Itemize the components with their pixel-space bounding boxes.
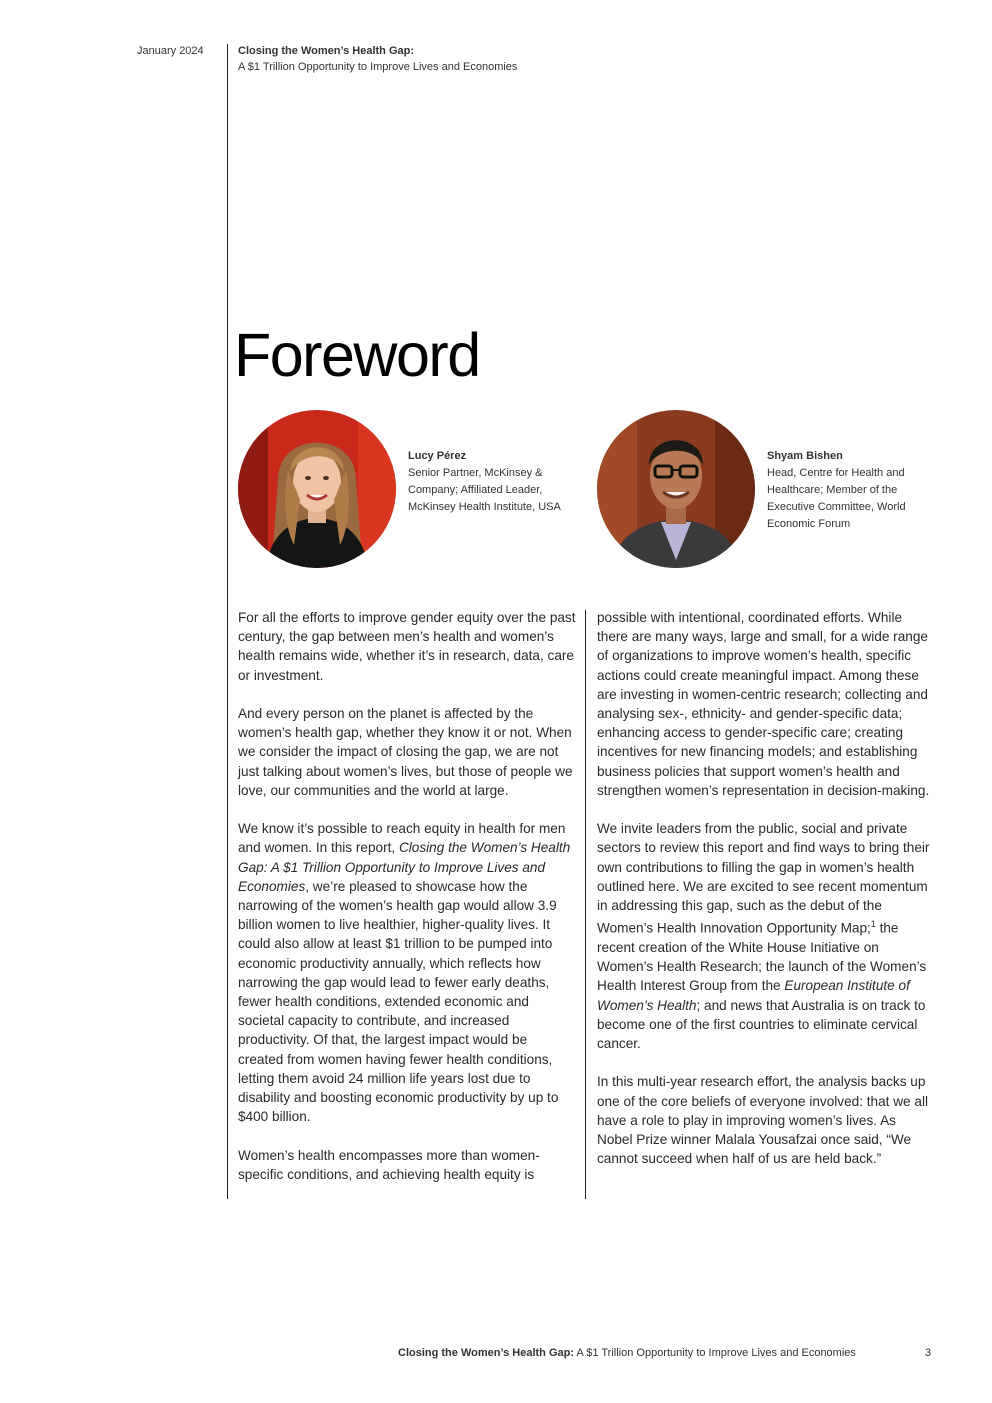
paragraph: Women’s health encompasses more than women-specific conditions, and achieving health equity is: [238, 1147, 540, 1182]
page-number: 3: [925, 1347, 932, 1359]
page-title: Foreword: [234, 321, 480, 389]
author-role: Senior Partner, McKinsey & Company; Affiliated Leader, McKinsey Health Institute, USA: [408, 467, 561, 513]
paragraph: We invite leaders from the public, social and private sectors to review this report and find ways to bring their own contributions to filling the gap in women’s health outlined here. We are excited to see recent momentum in addressing this gap, such as the debut of the Women’s Health Innovation Opportunity Map;$^1$ the recent creation of the White House Initiative on Women’s Health Research; the launch of the Women’s Health Interest Group from the European Institute of Women’s Health; and news that Australia is on track to become one of the first countries to eliminate cervical cancer.: [597, 821, 930, 1051]
report-title-italic: Closing the Women’s Health Gap: A $1 Trillion Opportunity to Improve Lives and Economies: [238, 840, 571, 894]
author-photo-shyam-bishen: [597, 410, 755, 568]
footnote-reference[interactable]: 1: [870, 919, 876, 930]
paragraph: And every person on the planet is affected by the women’s health gap, whether they know it or not. When we consider the impact of closing the gap, we are not just talking about women’s lives, but those of people we love, our communities and the world at large.: [238, 706, 573, 798]
paragraph: We know it’s possible to reach equity in health for men and women. In this report, Closing the Women’s Health Gap: A $1 Trillion Opportunity to Improve Lives and Economies, we’re pleased to showcase how the narrowing of the women’s health gap would allow 3.9 billion women to live healthier, higher-quality lives. It could also allow at least $1 trillion to be pumped into economic productivity annually, which reflects how narrowing the gap would lead to fewer early deaths, fewer health conditions, extended economic and societal capacity to contribute, and increased productivity. Of that, the largest impact would be created from women having fewer health conditions, letting them avoid 24 million life years lost due to disability and boosting economic productivity by up to $400 billion.: [238, 821, 571, 1125]
author-name: Shyam Bishen: [767, 450, 843, 462]
author-info-lucy-perez: [408, 448, 568, 516]
author-role: Head, Centre for Health and Healthcare; Member of the Executive Committee, World Economic Forum: [767, 467, 906, 530]
author-photo-lucy-perez: [238, 410, 396, 568]
body-column-right: [597, 608, 935, 1188]
author-name: Lucy Pérez: [408, 450, 467, 462]
footer-title: Closing the Women’s Health Gap:: [398, 1347, 575, 1359]
paragraph: possible with intentional, coordinated efforts. While there are many ways, large and small, for a wide range of organizations to improve women’s health, specific actions could create meaningful impact. Among these are investing in women-centric research; collecting and analysing sex-, ethnicity- and gender-specific data; enhancing access to gender-specific care; creating incentives for new financing models; and establishing business policies that support women’s health and strengthen women’s representation in decision-making.: [597, 610, 930, 798]
header-subtitle: A $1 Trillion Opportunity to Improve Lives and Economies: [238, 61, 518, 73]
header-title: Closing the Women’s Health Gap:: [238, 45, 415, 57]
body-column-left: [238, 608, 576, 1203]
organization-italic: European Institute of Women’s Health: [597, 978, 910, 1013]
header-date: January 2024: [137, 45, 204, 57]
author-info-shyam-bishen: [767, 448, 937, 533]
paragraph: For all the efforts to improve gender equity over the past century, the gap between men’s health and women’s health remains wide, whether it’s in research, data, care or investment.: [238, 610, 576, 683]
paragraph: In this multi-year research effort, the analysis backs up one of the core beliefs of everyone involved: that we all have a role to play in improving women’s lives. As Nobel Prize winner Malala Yousafzai once said, “We cannot succeed when half of us are held back.”: [597, 1074, 928, 1167]
column-divider: [585, 610, 586, 1199]
page-footer: [398, 1347, 932, 1359]
vertical-divider: [227, 44, 228, 1199]
footer-subtitle: A $1 Trillion Opportunity to Improve Lives and Economies: [574, 1347, 856, 1359]
